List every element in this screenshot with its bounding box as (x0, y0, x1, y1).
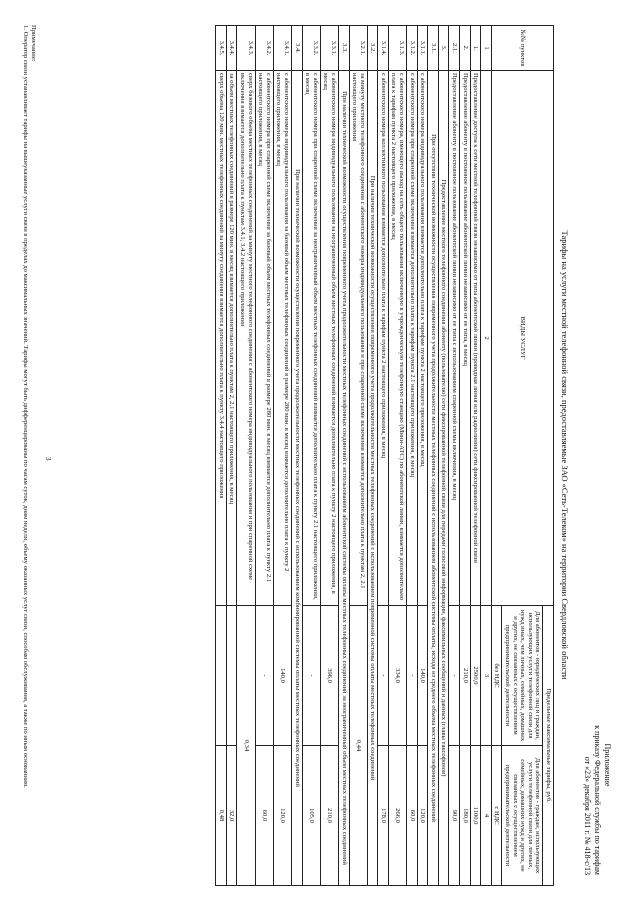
table-row (302, 26, 320, 886)
table-row (255, 26, 273, 886)
row-number: 3.1.1. (417, 26, 428, 71)
row-value-legal: 210,0 (460, 606, 471, 746)
header-vat-included: с НДС (491, 746, 502, 886)
table-row (349, 26, 367, 886)
row-value-citizens: 120,0 (417, 746, 428, 886)
table-row (407, 26, 418, 886)
row-number: 2.1. (449, 26, 460, 71)
row-value-legal (226, 606, 237, 746)
page-number: 3 (44, 457, 52, 461)
table-row (417, 26, 428, 886)
table-row (438, 26, 449, 886)
row-section-text: При наличии технической возможности осуществления повременного учета продолжительности местных телефонных соединений с использованием абонентской системы оплаты местных телефонных соединений за неограниченный объем местных телефонных соединений (338, 71, 349, 886)
row-service-text: Предоставление доступа к сети местной телефонной связи независимо от типа абонентской линии (проводная линия или радиолиния) сети фиксированной телефонной связи (470, 71, 481, 606)
row-number: 3.1. (428, 26, 439, 71)
row-value-legal: 396,0 (320, 606, 338, 746)
table-row (216, 26, 227, 886)
table-row (320, 26, 338, 886)
appendix-order-date: от «23» декабря 2011 г. № 418-с/13 (583, 756, 592, 875)
row-value-legal: 140,0 (273, 606, 291, 746)
row-number: 3.2.1. (349, 26, 367, 71)
row-service-text: сверх объема 120 мин. местных телефонных соединений за минуту соединения взимается дополнительно плата к пункту 3.4.4 настоящего приложения (216, 71, 227, 606)
row-number: 2. (460, 26, 471, 71)
row-value-citizens: 60,0 (255, 746, 273, 886)
row-number: 3.3. (338, 26, 349, 71)
row-value-legal: 140,0 (417, 606, 428, 746)
row-value-citizens: 180,0 (460, 746, 471, 886)
table-row (273, 26, 291, 886)
row-service-text: с абонентского номера, имеющего выход на сеть общего пользования включенную в учрежденческую телефонную станцию (Мини-АТС) по абонентской линии, взимается дополнительно плата к тарифам пункта 2 настоящего приложения, в месяц (388, 71, 406, 606)
appendix-order-ref: к приказу Федеральной службы по тарифам (593, 725, 602, 875)
row-number: 3.1.2. (407, 26, 418, 71)
row-value-citizens: 266,0 (388, 746, 406, 886)
note-1: 1. Оператор связи устанавливает тарифы на вышеуказанные услуги связи в пределах до максимальных значений. Тарифы могут быть дифференцированы по часам суток, дням недели, объему оказанных услуг связи, способам обслуживания, а также по иным основаниям. (22, 25, 30, 788)
table-row (449, 26, 460, 886)
table-row (367, 26, 378, 886)
header-max-tariffs: Предельные максимальные тарифы, руб. (543, 606, 554, 886)
table-row (378, 26, 389, 886)
row-service-text: с абонентского номера при спаренной схеме включения за базовый объем местных телефонных соединений в размере 280 мин. в месяц взимается дополнительно плата к пункту 2.1 настоящего приложения, в месяц (255, 71, 273, 606)
row-number: 3.4.3. (237, 26, 255, 71)
header-col-index-3: 3 (481, 606, 492, 746)
row-service-text: с абонентского номера при спаренной схеме включения взимается дополнительно плата к тарифам пункта 2.1 настоящего приложения, в месяц (407, 71, 418, 606)
row-value-citizens: 105,0 (302, 746, 320, 886)
row-number: 3.1.4. (378, 26, 389, 71)
row-value-citizens: 0,48 (216, 746, 227, 886)
row-number: 3.4.5. (216, 26, 227, 71)
row-value-shared: 0,34 (237, 606, 255, 886)
row-value-citizens: 90,0 (449, 746, 460, 886)
row-value-citizens: 178,0 (378, 746, 389, 886)
row-number: 3.3.2. (302, 26, 320, 71)
row-value-legal: - (255, 606, 273, 746)
header-num: №№ пунктов (491, 26, 553, 71)
header-col-index-2: 2 (481, 71, 492, 606)
table-row (237, 26, 255, 886)
row-service-text: с абонентского номера индивидуального пользования за базовый объем местных телефонных соединений в размере 280 мин. в месяц взимается дополнительно плата к пункту 2 настоящего приложения, в месяц (273, 71, 291, 606)
row-service-text: за объем местных телефонных соединений в размере 120 мин. в месяц взимается дополнительно плата к пунктам 2, 2.1 настоящего приложения, в месяц (226, 71, 237, 606)
row-service-text: с абонентского номера коллективного пользования взимается дополнительно плата к тарифам пункта 2 настоящего приложения, в месяц (378, 71, 389, 606)
row-value-legal: - (378, 606, 389, 746)
row-number: 3. (438, 26, 449, 71)
table-row (226, 26, 237, 886)
tariff-rows (216, 26, 481, 886)
row-number: 3.4.4. (226, 26, 237, 71)
row-section-text: При отсутствии технической возможности осуществления повременного учета продолжительности местных телефонных соединений с использованием абонентской системы оплаты, исходя из среднего объема местных телефонных соединений (428, 71, 439, 886)
notes (22, 25, 37, 885)
row-number: 3.4.1. (273, 26, 291, 71)
row-value-legal: 2500,0 (470, 606, 481, 746)
table-row (460, 26, 471, 886)
row-service-text: с абонентского номера при спаренной схеме включения за неограниченный объем местных телефонных соединений взимается дополнительно плата к пункту 2.1 настоящего приложения, в месяц (302, 71, 320, 606)
row-service-text: сверх базового объема местных телефонных соединений за минуту местного телефонного соединения с абонентского номера индивидуального пользования и при спаренной схеме включения взимается дополнительно плата к пунктам 3.4.1, 3.4.2 настоящего приложения (237, 71, 255, 606)
row-value-legal (216, 606, 227, 746)
row-number: 3.1.3. (388, 26, 406, 71)
row-value-citizens: 210,0 (320, 746, 338, 886)
row-value-shared: 0,44 (349, 606, 367, 886)
row-service-text: с абонентского номера индивидуального пользования за неограниченный объем местных телефонных соединений взимается дополнительно плата к пункту 2 настоящего приложения, в месяц (320, 71, 338, 606)
row-number: 1. (470, 26, 481, 71)
tariff-table (215, 25, 554, 886)
document-title: Тарифы на услуги местной телефонной связи, предоставляемые ЗАО «Сеть-Телеком» на территории Свердловской области (560, 230, 570, 680)
row-value-citizens: 60,0 (407, 746, 418, 886)
row-value-citizens: 32,0 (226, 746, 237, 886)
row-service-text: с абонентского номера индивидуального пользования взимается дополнительно плата к тарифам пункта 2 настоящего приложения, в месяц (417, 71, 428, 606)
header-citizens: Для абонентов - граждан, использующих услуги телефонной связи для личных, семейных, домашних нужд и других, не связанных с осуществлением предпринимательской деятельности (502, 746, 543, 886)
table-row (388, 26, 406, 886)
row-number: 3.2. (367, 26, 378, 71)
row-section-text: При наличии технической возможности осуществления повременного учета продолжительности местных телефонных соединений с использованием повременной системы оплаты местных телефонных соединений (367, 71, 378, 886)
notes-heading: Примечание: (30, 25, 37, 62)
row-service-text: Предоставление абоненту в постоянное пользование абонентской линии независимо от ее типа с использованием спаренной схемы включения, в месяц (449, 71, 460, 606)
row-section-text: При наличии технической возможности осуществления повременного учета продолжительности местных телефонных соединений с использованием комбинированной системы оплаты местных телефонных соединений (291, 71, 302, 886)
appendix-label: Приложение (603, 743, 612, 787)
row-service-text: за минуту местного телефонного соединения с абонентского номера индивидуального пользования и при спаренной схеме включения взимается дополнительно плата к пунктам 2, 2.1 настоящего приложения (349, 71, 367, 606)
header-col-index-4: 4 (481, 746, 492, 886)
row-value-legal: - (407, 606, 418, 746)
row-value-legal: - (302, 606, 320, 746)
row-number: 3.4. (291, 26, 302, 71)
table-row (291, 26, 302, 886)
header-services: ВИДЫ УСЛУГ (491, 71, 553, 606)
row-number: 3.4.2. (255, 26, 273, 71)
row-value-legal: 334,0 (388, 606, 406, 746)
row-value-legal: - (449, 606, 460, 746)
header-vat-excluded: без НДС (491, 606, 502, 746)
table-row (338, 26, 349, 886)
appendix-header (582, 655, 612, 875)
row-service-text: Предоставление абоненту в постоянное пользование абонентской линии независимо от ее типа, в месяц (460, 71, 471, 606)
header-legal-entities: Для абонентов - юридических лиц и граждан, использующих услуги телефонной связи для нужд иных, чем личных, семейных, домашних и других, не связанных с осуществлением предпринимательской деятельности (502, 606, 543, 746)
header-col-index-1: 1 (481, 26, 492, 71)
table-row (428, 26, 439, 886)
row-value-citizens: 120,0 (273, 746, 291, 886)
row-value-citizens: 1100,0 (470, 746, 481, 886)
table-row (470, 26, 481, 886)
row-number: 3.3.1. (320, 26, 338, 71)
row-section-text: Предоставление местного телефонного соединения абоненту (пользователю) сети фиксированной телефонной связи для передачи голосовой информации, факсимильных сообщений и данных (главы таксофонов) (438, 71, 449, 886)
